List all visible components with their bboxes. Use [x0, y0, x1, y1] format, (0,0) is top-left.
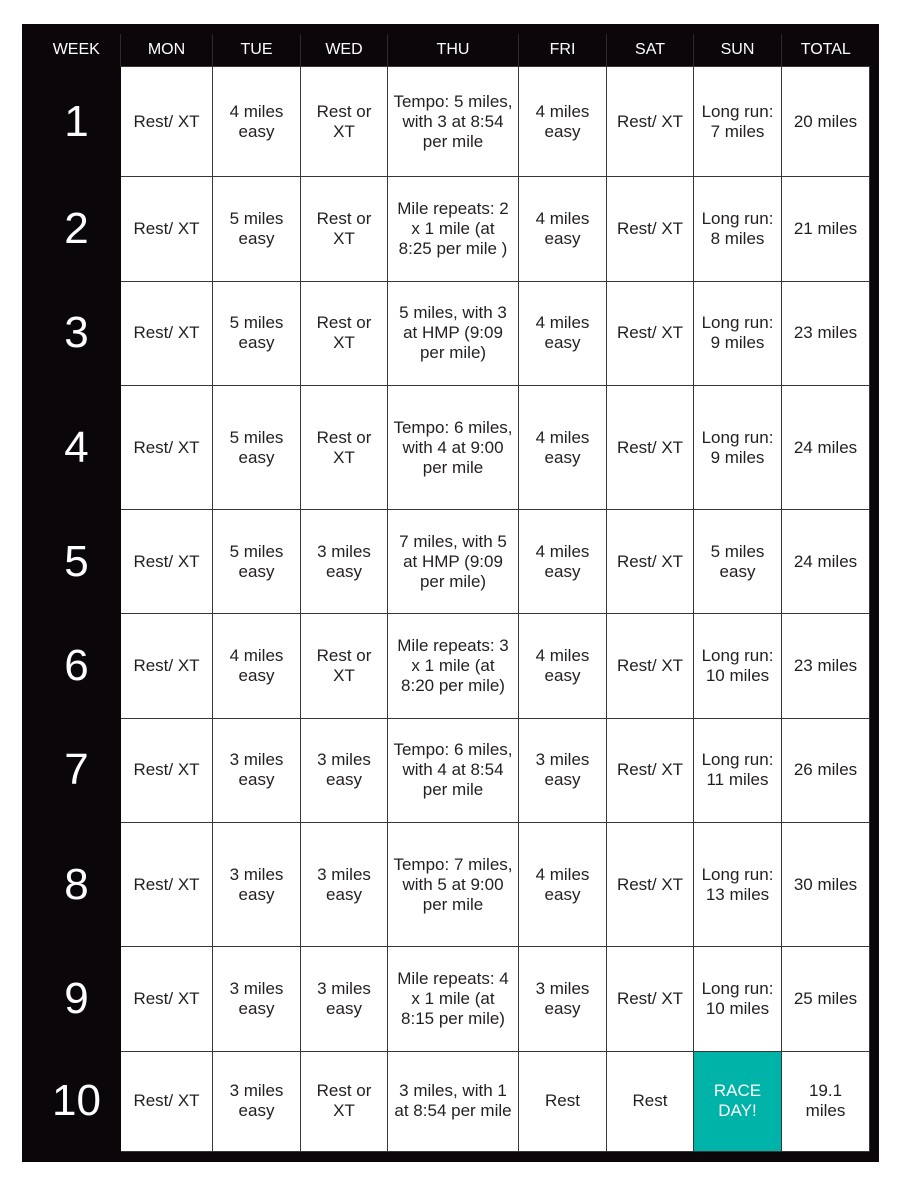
- total-cell: 30 miles: [782, 823, 870, 947]
- wed-cell: 3 miles easy: [301, 510, 388, 614]
- sat-cell: Rest/ XT: [607, 614, 694, 718]
- fri-cell: Rest: [519, 1051, 607, 1151]
- week-row: [33, 947, 870, 1051]
- total-cell: 24 miles: [782, 510, 870, 614]
- mon-cell: Rest/ XT: [121, 510, 213, 614]
- sun-cell: Long run: 9 miles: [694, 281, 782, 385]
- mon-cell: Rest/ XT: [121, 67, 213, 177]
- thu-cell: Tempo: 6 miles, with 4 at 9:00 per mile: [388, 385, 519, 509]
- total-cell: 21 miles: [782, 177, 870, 281]
- thu-cell: Tempo: 7 miles, with 5 at 9:00 per mile: [388, 823, 519, 947]
- week-row: [33, 823, 870, 947]
- week-row: [33, 67, 870, 177]
- header-sat: SAT: [607, 34, 694, 67]
- fri-cell: 3 miles easy: [519, 718, 607, 822]
- mon-cell: Rest/ XT: [121, 385, 213, 509]
- tue-cell: 3 miles easy: [213, 1051, 301, 1151]
- fri-cell: 4 miles easy: [519, 614, 607, 718]
- header-tue: TUE: [213, 34, 301, 67]
- week-number: 4: [33, 385, 121, 509]
- header-mon: MON: [121, 34, 213, 67]
- mon-cell: Rest/ XT: [121, 1051, 213, 1151]
- week-number: 6: [33, 614, 121, 718]
- week-number: 10: [33, 1051, 121, 1151]
- week-row: [33, 385, 870, 509]
- fri-cell: 3 miles easy: [519, 947, 607, 1051]
- sun-cell: Long run: 13 miles: [694, 823, 782, 947]
- thu-cell: 5 miles, with 3 at HMP (9:09 per mile): [388, 281, 519, 385]
- tue-cell: 3 miles easy: [213, 823, 301, 947]
- week-row: [33, 177, 870, 281]
- sun-cell: Long run: 10 miles: [694, 947, 782, 1051]
- sat-cell: Rest/ XT: [607, 177, 694, 281]
- tue-cell: 5 miles easy: [213, 281, 301, 385]
- week-number: 5: [33, 510, 121, 614]
- header-week: WEEK: [33, 34, 121, 67]
- thu-cell: Tempo: 5 miles, with 3 at 8:54 per mile: [388, 67, 519, 177]
- week-row: [33, 614, 870, 718]
- training-plan-table: [32, 34, 870, 1152]
- thu-cell: 3 miles, with 1 at 8:54 per mile: [388, 1051, 519, 1151]
- wed-cell: 3 miles easy: [301, 823, 388, 947]
- sun-cell: Long run: 11 miles: [694, 718, 782, 822]
- sat-cell: Rest/ XT: [607, 823, 694, 947]
- sat-cell: Rest/ XT: [607, 947, 694, 1051]
- wed-cell: Rest or XT: [301, 614, 388, 718]
- wed-cell: 3 miles easy: [301, 718, 388, 822]
- week-number: 2: [33, 177, 121, 281]
- mon-cell: Rest/ XT: [121, 823, 213, 947]
- wed-cell: Rest or XT: [301, 385, 388, 509]
- total-cell: 25 miles: [782, 947, 870, 1051]
- tue-cell: 5 miles easy: [213, 385, 301, 509]
- week-number: 7: [33, 718, 121, 822]
- sun-cell: Long run: 7 miles: [694, 67, 782, 177]
- header-wed: WED: [301, 34, 388, 67]
- thu-cell: 7 miles, with 5 at HMP (9:09 per mile): [388, 510, 519, 614]
- mon-cell: Rest/ XT: [121, 177, 213, 281]
- sat-cell: Rest/ XT: [607, 67, 694, 177]
- training-plan-frame: [22, 24, 879, 1162]
- header-total: TOTAL: [782, 34, 870, 67]
- total-cell: 19.1 miles: [782, 1051, 870, 1151]
- header-sun: SUN: [694, 34, 782, 67]
- tue-cell: 5 miles easy: [213, 510, 301, 614]
- sat-cell: Rest/ XT: [607, 718, 694, 822]
- week-row: [33, 510, 870, 614]
- wed-cell: Rest or XT: [301, 281, 388, 385]
- total-cell: 23 miles: [782, 614, 870, 718]
- sun-cell: Long run: 8 miles: [694, 177, 782, 281]
- sat-cell: Rest/ XT: [607, 385, 694, 509]
- wed-cell: 3 miles easy: [301, 947, 388, 1051]
- thu-cell: Mile repeats: 4 x 1 mile (at 8:15 per mile): [388, 947, 519, 1051]
- mon-cell: Rest/ XT: [121, 947, 213, 1051]
- sun-cell: Long run: 9 miles: [694, 385, 782, 509]
- week-number: 1: [33, 67, 121, 177]
- sun-cell: Long run: 10 miles: [694, 614, 782, 718]
- wed-cell: Rest or XT: [301, 177, 388, 281]
- thu-cell: Tempo: 6 miles, with 4 at 8:54 per mile: [388, 718, 519, 822]
- tue-cell: 3 miles easy: [213, 718, 301, 822]
- fri-cell: 4 miles easy: [519, 510, 607, 614]
- week-number: 3: [33, 281, 121, 385]
- wed-cell: Rest or XT: [301, 67, 388, 177]
- total-cell: 24 miles: [782, 385, 870, 509]
- fri-cell: 4 miles easy: [519, 823, 607, 947]
- week-row: [33, 1051, 870, 1151]
- sat-cell: Rest/ XT: [607, 510, 694, 614]
- wed-cell: Rest or XT: [301, 1051, 388, 1151]
- sat-cell: Rest: [607, 1051, 694, 1151]
- sat-cell: Rest/ XT: [607, 281, 694, 385]
- week-row: [33, 718, 870, 822]
- week-number: 9: [33, 947, 121, 1051]
- mon-cell: Rest/ XT: [121, 718, 213, 822]
- tue-cell: 4 miles easy: [213, 67, 301, 177]
- week-number: 8: [33, 823, 121, 947]
- mon-cell: Rest/ XT: [121, 281, 213, 385]
- header-thu: THU: [388, 34, 519, 67]
- total-cell: 23 miles: [782, 281, 870, 385]
- tue-cell: 5 miles easy: [213, 177, 301, 281]
- sun-cell: 5 miles easy: [694, 510, 782, 614]
- tue-cell: 4 miles easy: [213, 614, 301, 718]
- race-day-cell: RACE DAY!: [694, 1051, 782, 1151]
- thu-cell: Mile repeats: 2 x 1 mile (at 8:25 per mile ): [388, 177, 519, 281]
- total-cell: 20 miles: [782, 67, 870, 177]
- header-row: [33, 34, 870, 67]
- week-row: [33, 281, 870, 385]
- header-fri: FRI: [519, 34, 607, 67]
- thu-cell: Mile repeats: 3 x 1 mile (at 8:20 per mile): [388, 614, 519, 718]
- mon-cell: Rest/ XT: [121, 614, 213, 718]
- fri-cell: 4 miles easy: [519, 177, 607, 281]
- tue-cell: 3 miles easy: [213, 947, 301, 1051]
- total-cell: 26 miles: [782, 718, 870, 822]
- fri-cell: 4 miles easy: [519, 385, 607, 509]
- fri-cell: 4 miles easy: [519, 67, 607, 177]
- fri-cell: 4 miles easy: [519, 281, 607, 385]
